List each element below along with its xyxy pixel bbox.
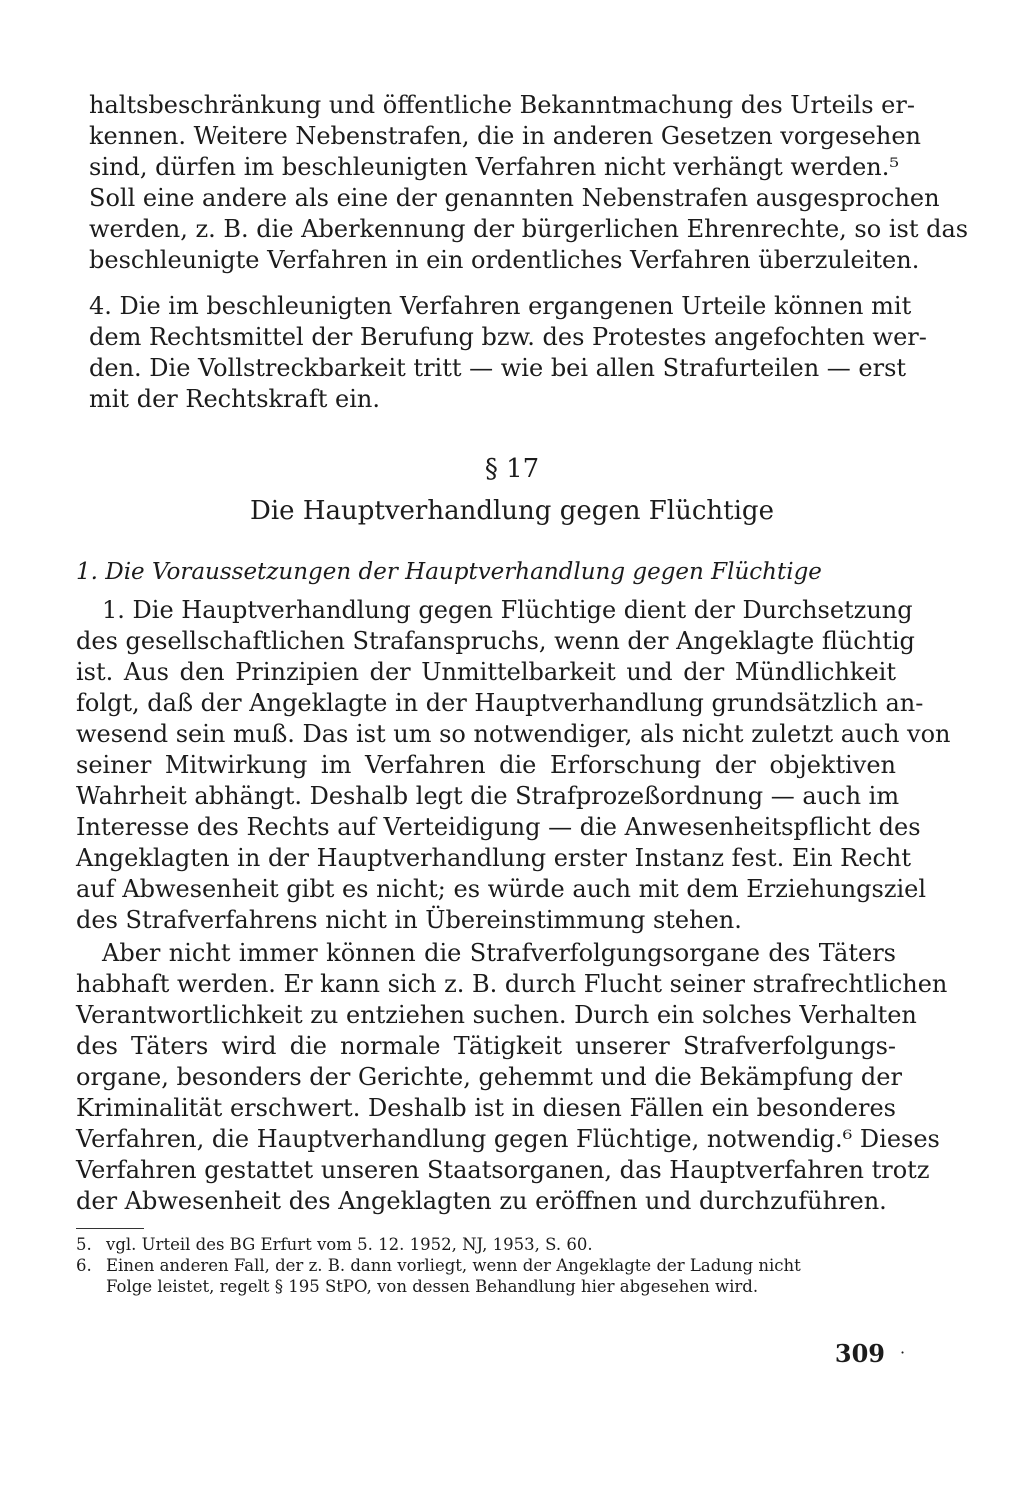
text-line: organe, besonders der Gerichte, gehemmt und die Bekämpfung der <box>76 1063 902 1091</box>
footnote-text: vgl. Urteil des BG Erfurt vom 5. 12. 1952, NJ, 1953, S. 60. <box>106 1235 593 1254</box>
text-line: des gesellschaftlichen Strafanspruchs, wenn der Angeklagte flüchtig <box>76 627 915 655</box>
footnote-5 <box>76 1234 896 1255</box>
text-line: Verantwortlichkeit zu entziehen suchen. Durch ein solches Verhalten <box>76 1001 917 1029</box>
text-line: habhaft werden. Er kann sich z. B. durch Flucht seiner strafrechtlichen <box>76 970 948 998</box>
footnote-number: 5. <box>76 1235 92 1254</box>
paragraph-4 <box>89 291 927 415</box>
text-line: seiner Mitwirkung im Verfahren die Erforschung der objektiven <box>76 751 896 779</box>
text-line: wesend sein muß. Das ist um so notwendiger, als nicht zuletzt auch von <box>76 720 951 748</box>
section-number: § 17 <box>484 454 540 484</box>
text-line: Verfahren, die Hauptverhandlung gegen Flüchtige, notwendig.⁶ Dieses <box>76 1125 940 1153</box>
paragraph-aber <box>76 938 948 1217</box>
text-line: Angeklagten in der Hauptverhandlung erster Instanz fest. Ein Recht <box>76 844 911 872</box>
footnote-text: Einen anderen Fall, der z. B. dann vorliegt, wenn der Angeklagte der Ladung nicht <box>106 1256 801 1275</box>
text-line: 4. Die im beschleunigten Verfahren ergangenen Urteile können mit <box>89 292 912 320</box>
footnote-divider <box>76 1228 144 1229</box>
footnote-number: 6. <box>76 1256 92 1275</box>
text-line: Interesse des Rechts auf Verteidigung — die Anwesenheitspflicht des <box>76 813 921 841</box>
section-title: Die Hauptverhandlung gegen Flüchtige <box>250 496 774 526</box>
text-line: Wahrheit abhängt. Deshalb legt die Strafprozeßordnung — auch im <box>76 782 900 810</box>
text-line: Kriminalität erschwert. Deshalb ist in diesen Fällen ein besonderes <box>76 1094 896 1122</box>
text-line: 1. Die Hauptverhandlung gegen Flüchtige dient der Durchsetzung <box>102 596 913 624</box>
footnotes <box>76 1234 896 1297</box>
text-line: werden, z. B. die Aberkennung der bürgerlichen Ehrenrechte, so ist das <box>89 215 969 243</box>
text-line: haltsbeschränkung und öffentliche Bekanntmachung des Urteils er- <box>89 91 915 119</box>
text-line: folgt, daß der Angeklagte in der Hauptverhandlung grundsätzlich an- <box>76 689 924 717</box>
text-line: Aber nicht immer können die Strafverfolgungsorgane des Täters <box>102 939 896 967</box>
text-line: des Täters wird die normale Tätigkeit unserer Strafverfolgungs- <box>76 1032 896 1060</box>
footnote-6-continuation: Folge leistet, regelt § 195 StPO, von dessen Behandlung hier abgesehen wird. <box>106 1277 759 1296</box>
page-number-dot-ornament: · <box>900 1343 906 1362</box>
text-line: kennen. Weitere Nebenstrafen, die in anderen Gesetzen vorgesehen <box>89 122 921 150</box>
text-line: beschleunigte Verfahren in ein ordentliches Verfahren überzuleiten. <box>89 246 920 274</box>
text-line: auf Abwesenheit gibt es nicht; es würde auch mit dem Erziehungsziel <box>76 875 927 903</box>
text-line: den. Die Vollstreckbarkeit tritt — wie bei allen Strafurteilen — erst <box>89 354 907 382</box>
text-line: der Abwesenheit des Angeklagten zu eröffnen und durchzuführen. <box>76 1187 887 1215</box>
text-line: dem Rechtsmittel der Berufung bzw. des Protestes angefochten wer- <box>89 323 927 351</box>
text-line: mit der Rechtskraft ein. <box>89 385 380 413</box>
text-line: Soll eine andere als eine der genannten Nebenstrafen ausgesprochen <box>89 184 940 212</box>
subheading: 1. Die Voraussetzungen der Hauptverhandlung gegen Flüchtige <box>76 559 822 585</box>
footnote-6 <box>76 1255 896 1276</box>
text-line: ist. Aus den Prinzipien der Unmittelbarkeit und der Mündlichkeit <box>76 658 896 686</box>
text-line: des Strafverfahrens nicht in Übereinstimmung stehen. <box>76 906 742 934</box>
text-line: Verfahren gestattet unseren Staatsorganen, das Hauptverfahren trotz <box>76 1156 930 1184</box>
text-line: sind, dürfen im beschleunigten Verfahren nicht verhängt werden.⁵ <box>89 153 899 181</box>
page-number: 309 <box>834 1339 885 1368</box>
paragraph-1 <box>76 595 951 936</box>
paragraph-continuation <box>89 90 969 276</box>
